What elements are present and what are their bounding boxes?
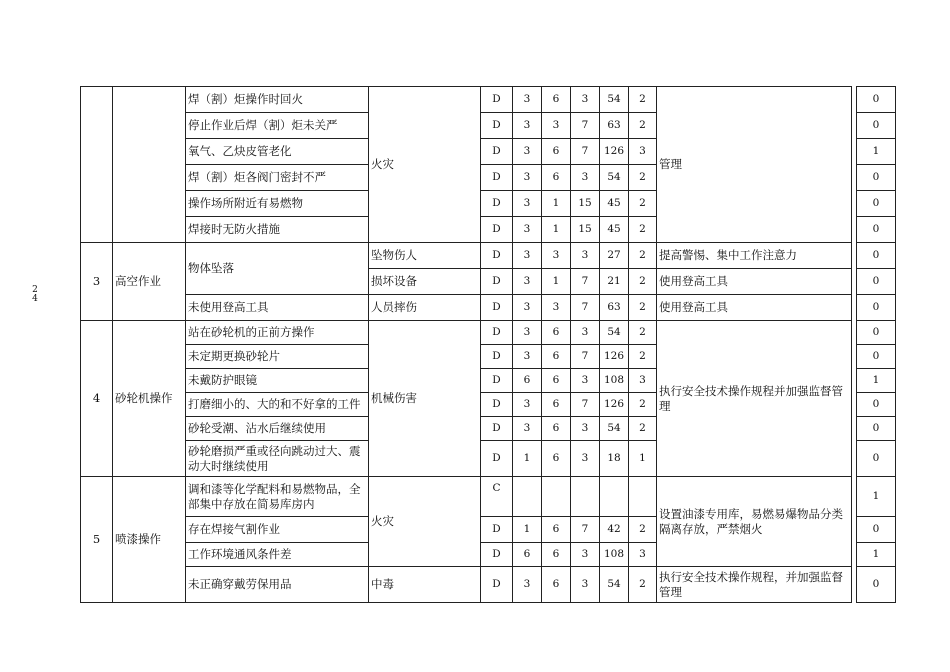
l-value: 3	[513, 87, 542, 113]
risk-level: 2	[629, 113, 657, 139]
hazard-cell: 氧气、乙炔皮管老化	[186, 139, 369, 165]
risk-level: 2	[629, 393, 657, 417]
extra-value: 0	[857, 517, 896, 543]
hazard-cell: 操作场所附近有易燃物	[186, 191, 369, 217]
l-value: 3	[513, 321, 542, 345]
e-value: 6	[542, 369, 571, 393]
table-row	[81, 243, 896, 269]
c-value: 15	[571, 191, 600, 217]
extra-value: 0	[857, 243, 896, 269]
l-value: 3	[513, 417, 542, 441]
accident-type: 损坏设备	[369, 269, 481, 295]
e-value: 6	[542, 417, 571, 441]
risk-level: 3	[629, 369, 657, 393]
extra-value: 0	[857, 87, 896, 113]
risk-level: 2	[629, 269, 657, 295]
grade-cell: D	[481, 87, 513, 113]
l-value: 1	[513, 441, 542, 477]
risk-level: 2	[629, 517, 657, 543]
d-value: 63	[600, 295, 629, 321]
page-number: 2 4	[32, 285, 38, 304]
grade-cell: D	[481, 139, 513, 165]
extra-value: 1	[857, 139, 896, 165]
control-measure: 执行安全技术操作规程并加强监督管理	[657, 321, 852, 477]
c-value: 7	[571, 517, 600, 543]
c-value: 7	[571, 139, 600, 165]
c-value: 3	[571, 321, 600, 345]
item-number: 5	[81, 477, 113, 603]
c-value: 3	[571, 417, 600, 441]
hazard-cell: 焊（割）炬操作时回火	[186, 87, 369, 113]
accident-type: 人员摔伤	[369, 295, 481, 321]
e-value: 6	[542, 87, 571, 113]
risk-level: 2	[629, 567, 657, 603]
e-value: 6	[542, 345, 571, 369]
d-value: 54	[600, 321, 629, 345]
c-value: 3	[571, 369, 600, 393]
grade-cell: D	[481, 113, 513, 139]
l-value: 3	[513, 113, 542, 139]
table-row	[81, 567, 896, 603]
accident-type: 火灾	[369, 477, 481, 567]
extra-value: 0	[857, 191, 896, 217]
risk-level: 3	[629, 139, 657, 165]
control-measure: 管理	[657, 87, 852, 243]
e-value: 3	[542, 243, 571, 269]
risk-level	[629, 477, 657, 517]
hazard-cell: 焊（割）炬各阀门密封不严	[186, 165, 369, 191]
l-value: 1	[513, 517, 542, 543]
c-value: 3	[571, 165, 600, 191]
grade-cell: C	[481, 477, 513, 517]
d-value: 126	[600, 393, 629, 417]
d-value	[600, 477, 629, 517]
c-value: 3	[571, 243, 600, 269]
l-value: 6	[513, 543, 542, 567]
grade-cell: D	[481, 369, 513, 393]
risk-level: 2	[629, 165, 657, 191]
l-value: 3	[513, 191, 542, 217]
hazard-cell: 未使用登高工具	[186, 295, 369, 321]
d-value: 27	[600, 243, 629, 269]
extra-value: 0	[857, 321, 896, 345]
e-value: 6	[542, 543, 571, 567]
d-value: 54	[600, 417, 629, 441]
accident-type: 火灾	[369, 87, 481, 243]
risk-level: 2	[629, 217, 657, 243]
e-value	[542, 477, 571, 517]
control-measure: 提高警惕、集中工作注意力	[657, 243, 852, 269]
e-value: 6	[542, 567, 571, 603]
d-value: 54	[600, 87, 629, 113]
hazard-cell: 焊接时无防火措施	[186, 217, 369, 243]
c-value: 7	[571, 295, 600, 321]
risk-level: 2	[629, 295, 657, 321]
extra-value: 0	[857, 217, 896, 243]
l-value: 3	[513, 269, 542, 295]
table-row	[81, 477, 896, 517]
table-row	[81, 295, 896, 321]
grade-cell: D	[481, 321, 513, 345]
accident-type: 中毒	[369, 567, 481, 603]
l-value	[513, 477, 542, 517]
extra-value: 0	[857, 113, 896, 139]
e-value: 6	[542, 321, 571, 345]
grade-cell: D	[481, 345, 513, 369]
e-value: 6	[542, 393, 571, 417]
l-value: 3	[513, 567, 542, 603]
extra-value: 0	[857, 345, 896, 369]
risk-level: 3	[629, 543, 657, 567]
e-value: 1	[542, 191, 571, 217]
hazard-cell: 调和漆等化学配料和易燃物品，全部集中存放在简易库房内	[186, 477, 369, 517]
hazard-cell: 砂轮磨损严重或径向跳动过大、震动大时继续使用	[186, 441, 369, 477]
control-measure: 使用登高工具	[657, 269, 852, 295]
l-value: 6	[513, 369, 542, 393]
d-value: 18	[600, 441, 629, 477]
hazard-cell: 工作环境通风条件差	[186, 543, 369, 567]
hazard-cell: 物体坠落	[186, 243, 369, 295]
c-value: 7	[571, 113, 600, 139]
d-value: 108	[600, 543, 629, 567]
grade-cell: D	[481, 243, 513, 269]
item-number: 4	[81, 321, 113, 477]
extra-value: 1	[857, 543, 896, 567]
l-value: 3	[513, 243, 542, 269]
l-value: 3	[513, 295, 542, 321]
l-value: 3	[513, 345, 542, 369]
hazard-cell: 站在砂轮机的正前方操作	[186, 321, 369, 345]
risk-level: 1	[629, 441, 657, 477]
hazard-cell: 未戴防护眼镜	[186, 369, 369, 393]
hazard-cell: 存在焊接气割作业	[186, 517, 369, 543]
extra-value: 0	[857, 417, 896, 441]
hazard-assessment-table	[80, 86, 896, 603]
c-value	[571, 477, 600, 517]
e-value: 6	[542, 139, 571, 165]
grade-cell: D	[481, 165, 513, 191]
grade-cell: D	[481, 295, 513, 321]
operation-name: 高空作业	[113, 243, 186, 321]
c-value: 3	[571, 87, 600, 113]
risk-level: 2	[629, 243, 657, 269]
risk-level: 2	[629, 417, 657, 441]
item-number	[81, 87, 113, 243]
grade-cell: D	[481, 269, 513, 295]
l-value: 3	[513, 139, 542, 165]
c-value: 7	[571, 345, 600, 369]
d-value: 42	[600, 517, 629, 543]
c-value: 3	[571, 441, 600, 477]
extra-value: 0	[857, 393, 896, 417]
control-measure: 设置油漆专用库，易燃易爆物品分类隔离存放，严禁烟火	[657, 477, 852, 567]
d-value: 45	[600, 217, 629, 243]
d-value: 54	[600, 567, 629, 603]
extra-value: 1	[857, 477, 896, 517]
e-value: 1	[542, 217, 571, 243]
e-value: 1	[542, 269, 571, 295]
grade-cell: D	[481, 217, 513, 243]
c-value: 3	[571, 543, 600, 567]
risk-level: 2	[629, 321, 657, 345]
extra-value: 0	[857, 269, 896, 295]
control-measure: 使用登高工具	[657, 295, 852, 321]
c-value: 3	[571, 567, 600, 603]
table-row	[81, 321, 896, 345]
control-measure: 执行安全技术操作规程，并加强监督管理	[657, 567, 852, 603]
hazard-cell: 砂轮受潮、沾水后继续使用	[186, 417, 369, 441]
hazard-cell: 停止作业后焊（割）炬未关严	[186, 113, 369, 139]
grade-cell: D	[481, 191, 513, 217]
hazard-cell: 未定期更换砂轮片	[186, 345, 369, 369]
c-value: 15	[571, 217, 600, 243]
grade-cell: D	[481, 441, 513, 477]
d-value: 108	[600, 369, 629, 393]
item-number: 3	[81, 243, 113, 321]
extra-value: 0	[857, 165, 896, 191]
e-value: 3	[542, 113, 571, 139]
l-value: 3	[513, 217, 542, 243]
extra-value: 0	[857, 441, 896, 477]
grade-cell: D	[481, 417, 513, 441]
grade-cell: D	[481, 543, 513, 567]
c-value: 7	[571, 393, 600, 417]
d-value: 126	[600, 139, 629, 165]
d-value: 54	[600, 165, 629, 191]
risk-level: 2	[629, 87, 657, 113]
grade-cell: D	[481, 567, 513, 603]
d-value: 21	[600, 269, 629, 295]
accident-type: 机械伤害	[369, 321, 481, 477]
e-value: 3	[542, 295, 571, 321]
d-value: 126	[600, 345, 629, 369]
d-value: 45	[600, 191, 629, 217]
table-row	[81, 87, 896, 113]
e-value: 6	[542, 441, 571, 477]
l-value: 3	[513, 393, 542, 417]
e-value: 6	[542, 165, 571, 191]
operation-name: 喷漆操作	[113, 477, 186, 603]
extra-value: 0	[857, 567, 896, 603]
e-value: 6	[542, 517, 571, 543]
accident-type: 坠物伤人	[369, 243, 481, 269]
grade-cell: D	[481, 517, 513, 543]
extra-value: 0	[857, 295, 896, 321]
operation-name	[113, 87, 186, 243]
l-value: 3	[513, 165, 542, 191]
risk-level: 2	[629, 191, 657, 217]
c-value: 7	[571, 269, 600, 295]
hazard-cell: 未正确穿戴劳保用品	[186, 567, 369, 603]
risk-level: 2	[629, 345, 657, 369]
d-value: 63	[600, 113, 629, 139]
extra-value: 1	[857, 369, 896, 393]
hazard-cell: 打磨细小的、大的和不好拿的工件	[186, 393, 369, 417]
operation-name: 砂轮机操作	[113, 321, 186, 477]
grade-cell: D	[481, 393, 513, 417]
